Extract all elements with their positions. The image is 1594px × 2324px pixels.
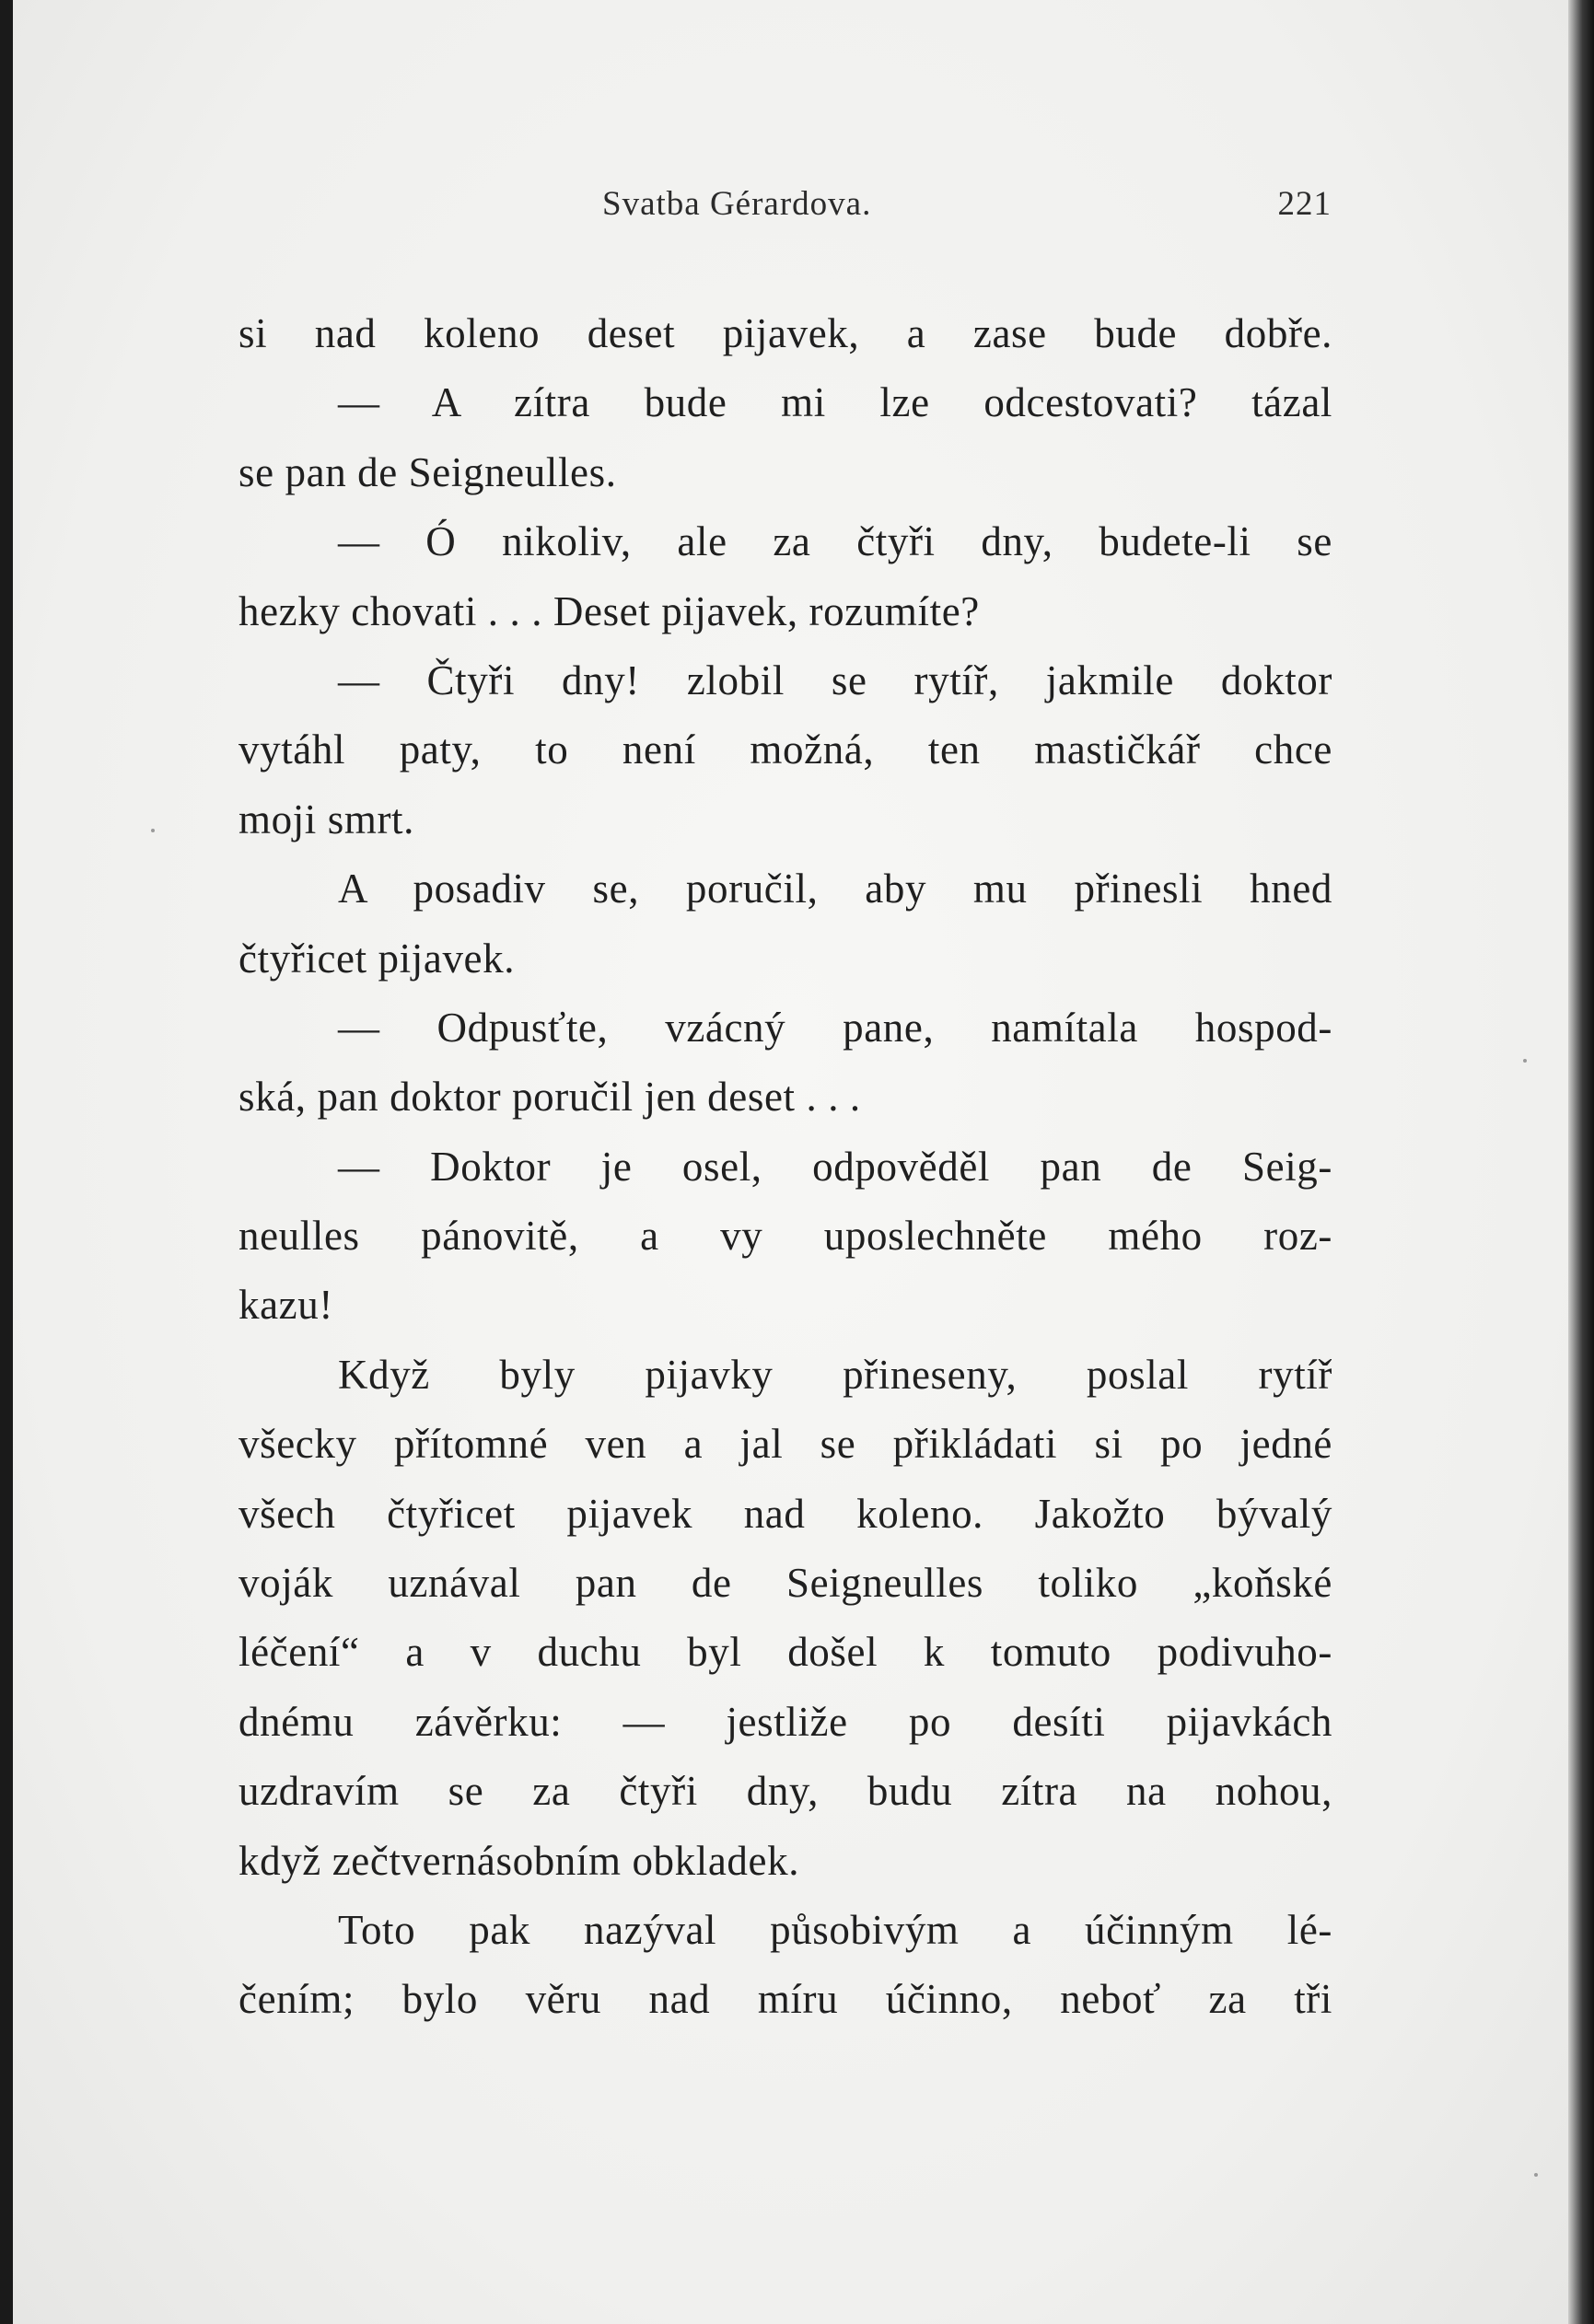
text-line: když zečtvernásobním obkladek. xyxy=(239,1837,800,1884)
text-line: všecky přítomné ven a jal se přikládati si po jedné xyxy=(239,1421,1332,1468)
page-number: 221 xyxy=(1277,185,1332,223)
text-line: léčení“ a v duchu byl došel k tomuto podivuho- xyxy=(239,1629,1332,1676)
text-line: — Ó nikoliv, ale za čtyři dny, budete-li se xyxy=(338,518,1332,565)
text-line: se pan de Seigneulles. xyxy=(239,448,617,495)
text-line: si nad koleno deset pijavek, a zase bude dobře. xyxy=(239,310,1332,356)
left-binding-edge xyxy=(0,0,13,2324)
text-line: — Doktor je osel, odpověděl pan de Seig- xyxy=(338,1143,1332,1190)
paper-speck xyxy=(1523,1059,1527,1063)
text-line: všech čtyřicet pijavek nad koleno. Jakožto bývalý xyxy=(239,1490,1332,1537)
text-line: moji smrt. xyxy=(239,796,415,842)
paper-speck xyxy=(151,829,155,832)
text-line: čením; bylo věru nad míru účinno, neboť za tři xyxy=(239,1976,1332,2023)
text-line: Když byly pijavky přineseny, poslal rytíř xyxy=(338,1351,1332,1398)
text-line: voják uznával pan de Seigneulles toliko „koňské xyxy=(239,1560,1332,1607)
text-line: neulles pánovitě, a vy uposlechněte mého roz- xyxy=(239,1213,1332,1260)
text-line: kazu! xyxy=(239,1282,333,1329)
text-line: dnému závěrku: — jestliže po desíti pijavkách xyxy=(239,1698,1332,1745)
text-line: hezky chovati . . . Deset pijavek, rozumíte? xyxy=(239,587,980,634)
text-line: vytáhl paty, to není možná, ten mastičkář chce xyxy=(239,726,1332,773)
paper-speck xyxy=(1534,2173,1538,2177)
page-header xyxy=(241,184,1332,230)
book-page xyxy=(13,0,1568,2324)
text-line: A posadiv se, poručil, aby mu přinesli hned xyxy=(338,866,1332,912)
text-line: uzdravím se za čtyři dny, budu zítra na nohou, xyxy=(239,1768,1332,1815)
text-line: — A zítra bude mi lze odcestovati? tázal xyxy=(338,379,1332,426)
text-line: čtyřicet pijavek. xyxy=(239,935,516,982)
text-line: — Odpusťte, vzácný pane, namítala hospod- xyxy=(338,1004,1332,1051)
text-line: ská, pan doktor poručil jen deset . . . xyxy=(239,1074,861,1121)
right-page-edge xyxy=(1568,0,1594,2324)
body-text xyxy=(239,299,1332,2035)
text-line: Toto pak nazýval působivým a účinným lé- xyxy=(338,1906,1332,1953)
text-line: — Čtyři dny! zlobil se rytíř, jakmile doktor xyxy=(338,657,1332,703)
running-title: Svatba Gérardova. xyxy=(602,185,872,223)
